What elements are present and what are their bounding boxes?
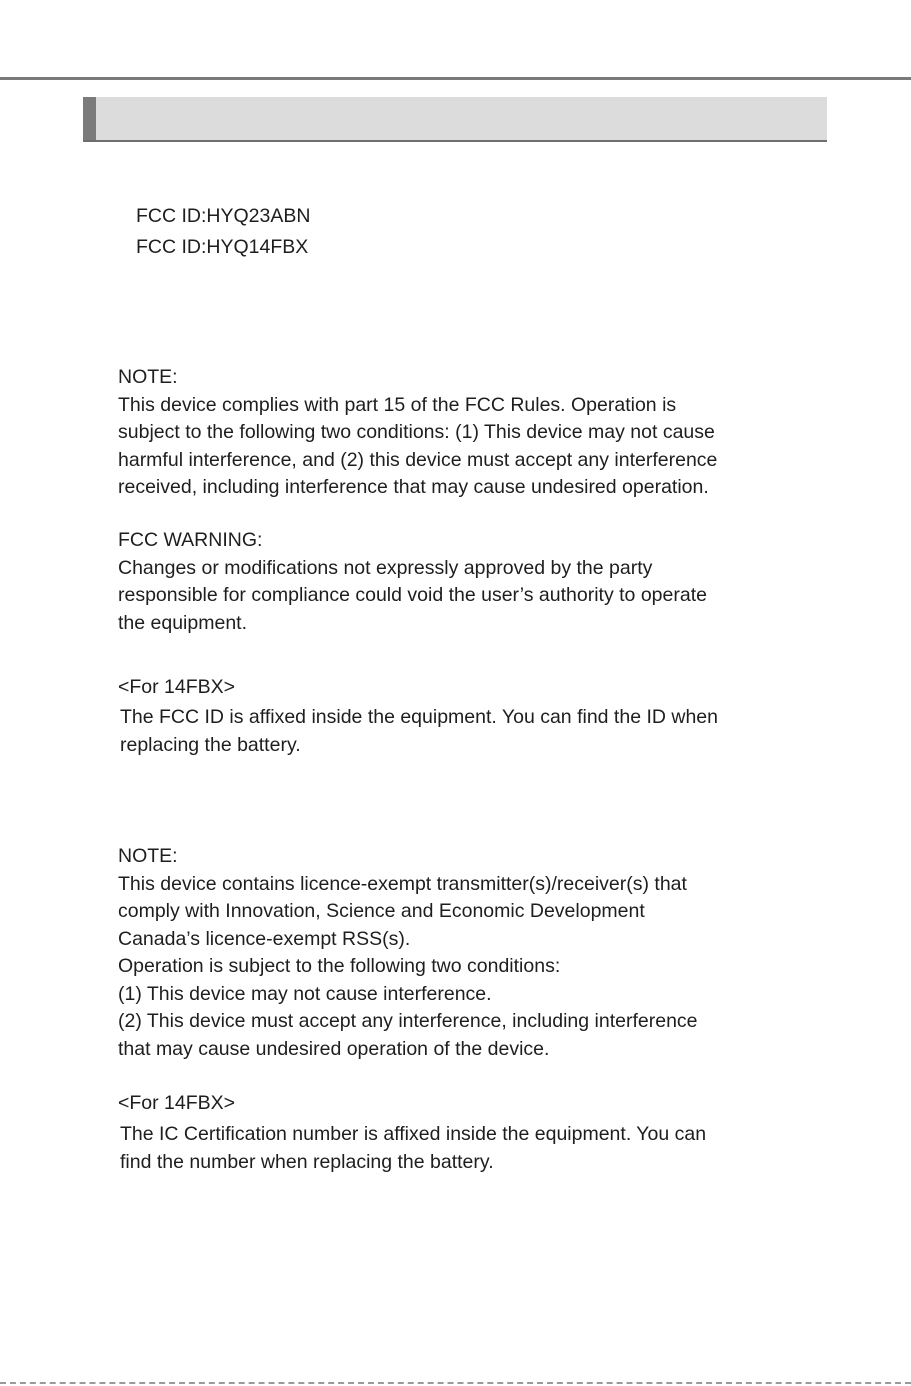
fcc-note-block — [118, 364, 717, 502]
fcc-note-line: subject to the following two conditions: (1) This device may not cause — [118, 421, 715, 443]
bottom-rule — [0, 1382, 911, 1384]
ic-14fbx-line: find the number when replacing the battery. — [120, 1150, 494, 1173]
ic-note-line: that may cause undesired operation of the device. — [118, 1037, 550, 1060]
ic-note-line: comply with Innovation, Science and Economic Development — [118, 900, 645, 922]
ic-note-line: (2) This device must accept any interference, including interference — [118, 1010, 698, 1032]
fcc-warning-block — [118, 527, 707, 637]
ic-note-line: (1) This device may not cause interference. — [118, 982, 492, 1005]
fcc-warning-line: Changes or modifications not expressly approved by the party — [118, 556, 653, 579]
fcc-14fbx-line: replacing the battery. — [120, 733, 301, 756]
ic-note-block — [118, 843, 698, 1063]
ic-note-line: Canada’s licence-exempt RSS(s). — [118, 927, 411, 950]
ic-note-line: Operation is subject to the following two conditions: — [118, 955, 561, 977]
fcc-14fbx-line: The FCC ID is affixed inside the equipment. You can find the ID when — [120, 706, 718, 728]
fcc-warning-line: the equipment. — [118, 611, 248, 634]
ic-14fbx-block — [120, 1121, 706, 1176]
fcc-note-line: This device complies with part 15 of the FCC Rules. Operation is — [118, 393, 677, 416]
fcc-14fbx-label: <For 14FBX> — [118, 676, 236, 698]
fcc-note-line: received, including interference that may cause undesired operation. — [118, 476, 709, 498]
fcc-note-heading: NOTE: — [118, 366, 178, 388]
fcc-warning-heading: FCC WARNING: — [118, 529, 263, 551]
top-rule — [0, 77, 911, 80]
ic-note-heading: NOTE: — [118, 845, 178, 867]
fcc-id-2: FCC ID:HYQ14FBX — [136, 236, 309, 258]
section-header-band — [83, 97, 827, 142]
fcc-note-line: harmful interference, and (2) this device must accept any interference — [118, 448, 718, 471]
ic-14fbx-line: The IC Certification number is affixed inside the equipment. You can — [120, 1123, 707, 1145]
section-header-accent — [83, 97, 96, 140]
ic-14fbx-label: <For 14FBX> — [118, 1092, 236, 1114]
ic-note-line: This device contains licence-exempt transmitter(s)/receiver(s) that — [118, 872, 687, 895]
fcc-id-1: FCC ID:HYQ23ABN — [136, 205, 311, 227]
fcc-warning-line: responsible for compliance could void the user’s authority to operate — [118, 584, 707, 606]
fcc-14fbx-block — [120, 704, 718, 759]
